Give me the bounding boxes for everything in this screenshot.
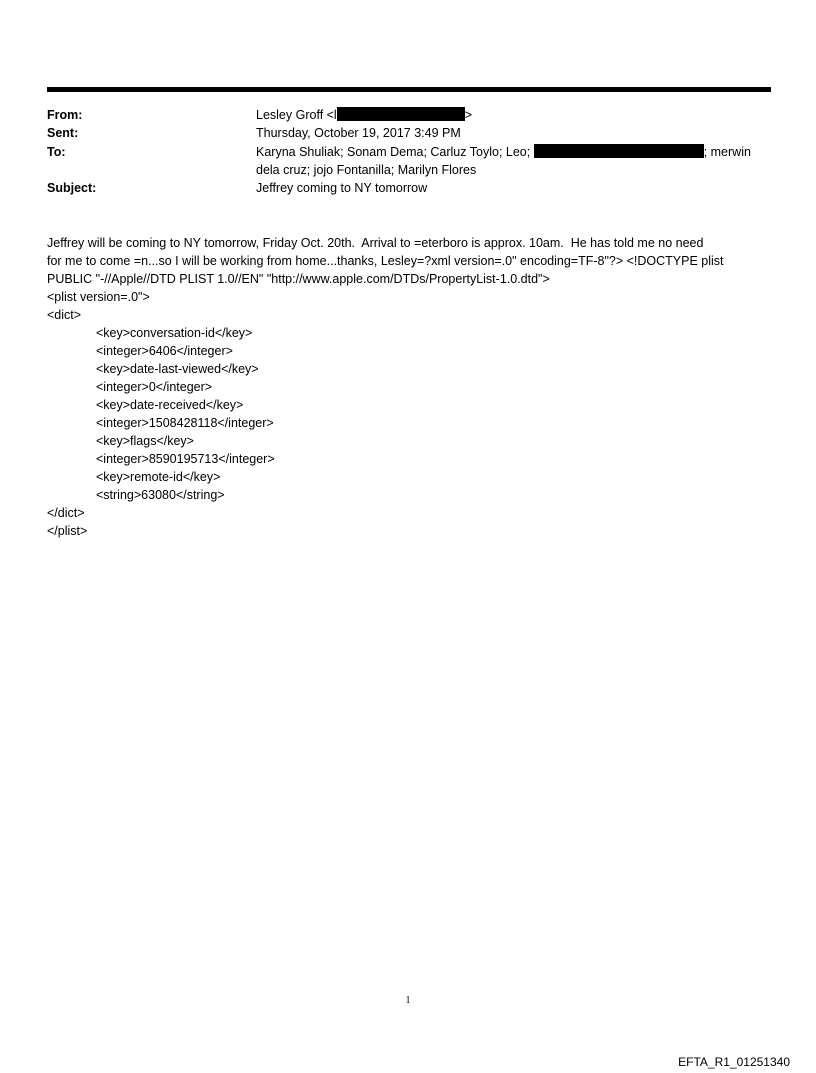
subject-value: Jeffrey coming to NY tomorrow xyxy=(256,181,428,195)
xml-line: <string>63080</string> xyxy=(96,488,225,502)
xml-line: <key>flags</key> xyxy=(96,434,194,448)
xml-line: <dict> xyxy=(47,308,82,322)
to-label: To: xyxy=(47,145,66,159)
from-label: From: xyxy=(47,108,83,122)
to-recipients: Karyna Shuliak; Sonam Dema; Carluz Toylo; Leo; xyxy=(256,145,531,159)
from-name: Lesley Groff <l xyxy=(256,108,337,122)
page-number: 1 xyxy=(405,995,411,1006)
sent-label: Sent: xyxy=(47,126,79,140)
redaction-box xyxy=(337,107,465,121)
xml-line: <key>remote-id</key> xyxy=(96,470,221,484)
to-recipients-tail: ; merwin xyxy=(703,145,751,159)
xml-line: <integer>6406</integer> xyxy=(96,344,233,358)
body-line: for me to come =n...so I will be working from home...thanks, Lesley=?xml version=.0" encoding=TF-8"?> <!DOCTYPE plist xyxy=(47,254,724,268)
xml-line: <plist version=.0"> xyxy=(47,290,150,304)
xml-line: </plist> xyxy=(47,524,88,538)
xml-line: </dict> xyxy=(47,506,85,520)
xml-line: <key>date-last-viewed</key> xyxy=(96,362,259,376)
body-line: Jeffrey will be coming to NY tomorrow, Friday Oct. 20th. Arrival to =eterboro is approx. 10am. He has told me no need xyxy=(47,236,704,250)
header-rule xyxy=(47,87,771,92)
from-suffix: > xyxy=(464,108,473,122)
sent-value: Thursday, October 19, 2017 3:49 PM xyxy=(256,126,461,140)
xml-line: <integer>1508428118</integer> xyxy=(96,416,274,430)
email-body xyxy=(47,234,775,540)
subject-label: Subject: xyxy=(47,181,97,195)
xml-line: <key>date-received</key> xyxy=(96,398,244,412)
redaction-box xyxy=(534,144,704,158)
from-value xyxy=(256,107,776,124)
xml-line: <key>conversation-id</key> xyxy=(96,326,253,340)
xml-line: <integer>8590195713</integer> xyxy=(96,452,275,466)
xml-line: <integer>0</integer> xyxy=(96,380,213,394)
to-value-line1 xyxy=(256,144,776,161)
xml-block xyxy=(47,288,775,540)
body-line: PUBLIC "-//Apple//DTD PLIST 1.0//EN" "http://www.apple.com/DTDs/PropertyList-1.0.dtd"> xyxy=(47,272,550,286)
to-value-line2: dela cruz; jojo Fontanilla; Marilyn Flores xyxy=(256,163,477,177)
document-id: EFTA_R1_01251340 xyxy=(678,1055,790,1069)
